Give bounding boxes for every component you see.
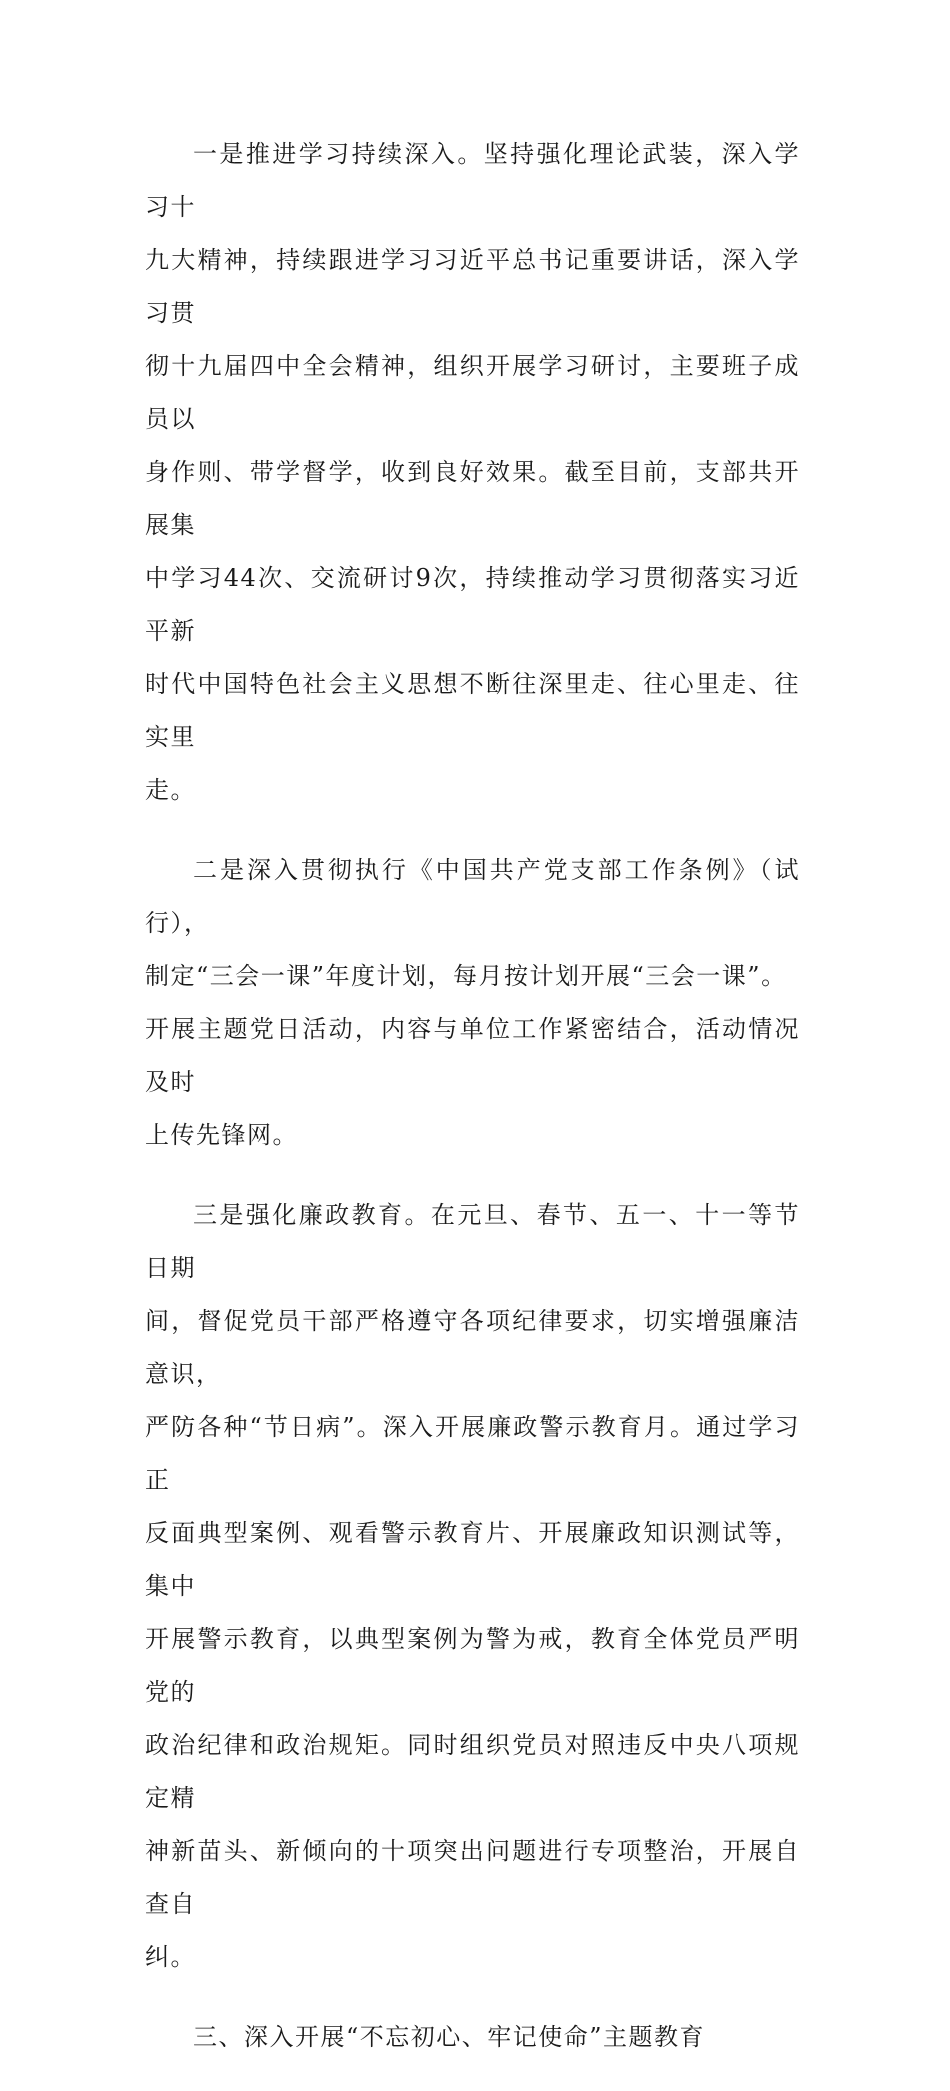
section-heading: 三、深入开展“不忘初心、牢记使命”主题教育 [193,2023,706,2051]
paragraph-integrity-education: 三是强化廉政教育。在元旦、春节、五一、十一等节日期 间，督促党员干部严格遵守各项纪律要求，切实增强廉洁意识， 严防各种“节日病”。深入开展廉政警示教育月。通过学习正 反面典型案例、观看警示教育片、开展廉政知识测试等，集中 开展警示教育，以典型案例为警为戒，教育全体党员严明党的 政治纪律和政治规矩。同时组织党员对照违反中央八项规定精 神新苗头、新倾向的十项突出问题进行专项整治，开展自查自 纠。 [145,1201,800,1971]
document-body [145,128,800,2091]
paragraph-study: 一是推进学习持续深入。坚持强化理论武装，深入学习十 九大精神，持续跟进学习习近平总书记重要讲话，深入学习贯 彻十九届四中全会精神，组织开展学习研讨，主要班子成员以 身作则、带学督学，收到良好效果。截至目前，支部共开展集 中学习44次、交流研讨9次，持续推动学习贯彻落实习近平新 时代中国特色社会主义思想不断往深里走、往心里走、往实里 走。 [145,140,800,804]
paragraph-branch-regulations: 二是深入贯彻执行《中国共产党支部工作条例》（试行）， 制定“三会一课”年度计划，每月按计划开展“三会一课”。 开展主题党日活动，内容与单位工作紧密结合，活动情况及时 上传先锋网。 [145,856,800,1149]
